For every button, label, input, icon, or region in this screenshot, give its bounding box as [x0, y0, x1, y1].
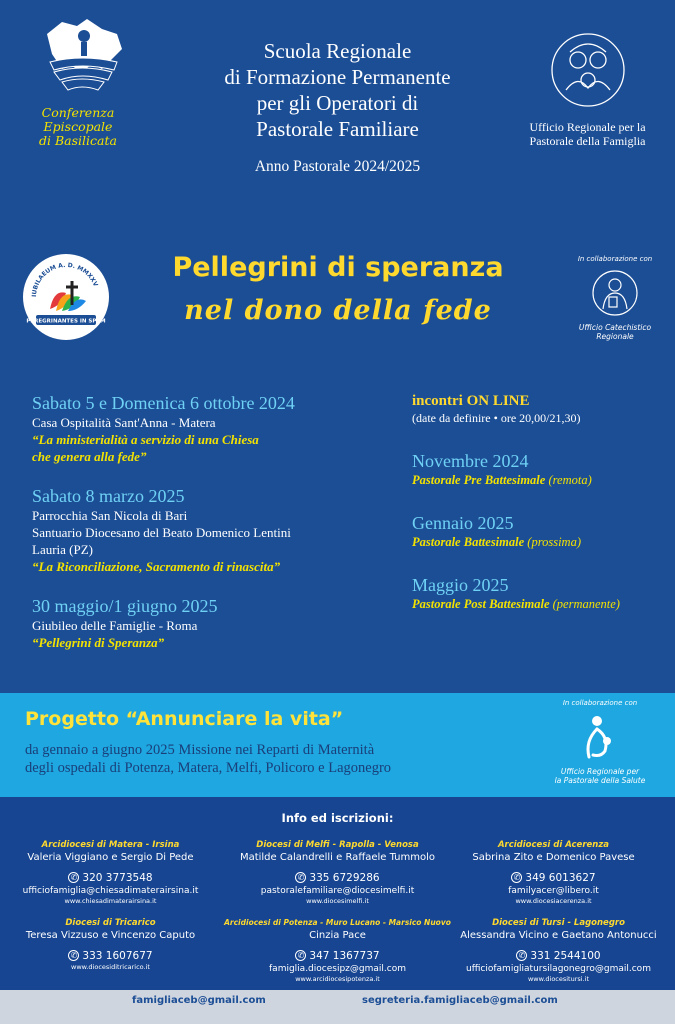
event-location: Casa Ospitalità Sant'Anna - Matera	[32, 415, 216, 430]
event-theme: “Pellegrini di Speranza”	[32, 635, 165, 650]
phone-icon: ✆	[68, 872, 79, 883]
phone-icon: ✆	[516, 950, 527, 961]
collab-name-line: la Pastorale della Salute	[554, 776, 646, 785]
diocese-phone[interactable]: 335 6729286	[309, 871, 380, 884]
caption-line: Episcopale	[43, 119, 113, 134]
christ-pantocrator-icon	[591, 269, 639, 317]
diocese-email[interactable]: ufficiofamigliatursilagonegro@gmail.com	[466, 963, 651, 974]
collab-name-line: Ufficio Regionale per	[560, 767, 640, 776]
phone-icon: ✆	[295, 950, 306, 961]
online-month-item	[412, 574, 667, 612]
collab-name-line: Ufficio Catechistico	[578, 323, 652, 332]
jubilee-ring-text: IUBILAEUM A. D. MMXXV	[30, 261, 99, 298]
project-band	[0, 693, 675, 797]
collab-salute-name	[530, 767, 670, 785]
caption-line: Pastorale della Famiglia	[529, 134, 646, 148]
events-list	[32, 392, 402, 671]
online-topic: Pastorale Battesimale	[412, 535, 525, 549]
footer-email[interactable]: famigliaceb@gmail.com	[132, 995, 266, 1006]
caption-line: Conferenza	[41, 105, 115, 120]
diocese-name: Diocesi di Tricarico	[65, 918, 156, 928]
project-description	[25, 741, 465, 777]
diocese-contact	[446, 839, 661, 906]
diocese-phone[interactable]: 331 2544100	[530, 949, 601, 962]
diocese-name: Diocesi di Melfi - Rapolla - Venosa	[256, 840, 419, 850]
diocese-contact	[210, 917, 465, 984]
main-title-line1: Pellegrini di speranza	[172, 252, 504, 283]
collab-catechistico-name	[560, 323, 670, 341]
conferenza-caption	[18, 106, 138, 148]
diocese-name: Arcidiocesi di Matera - Irsina	[41, 840, 180, 850]
collab-salute	[530, 699, 670, 785]
footer-email[interactable]: segreteria.famigliaceb@gmail.com	[362, 995, 558, 1006]
school-title	[170, 38, 505, 180]
diocese-contacts: Cinzia Pace	[309, 930, 366, 941]
diocese-website[interactable]: www.diocesitursi.it	[527, 974, 590, 983]
event-item	[32, 485, 402, 575]
diocese-contacts: Matilde Calandrelli e Raffaele Tummolo	[239, 852, 436, 863]
conferenza-logo	[18, 14, 138, 148]
diocese-phone[interactable]: 333 1607677	[82, 949, 153, 962]
event-theme: che genera alla fede”	[32, 449, 147, 464]
project-text-line: degli ospedali di Potenza, Matera, Melfi, Policoro e Lagonegro	[25, 760, 392, 776]
online-subheading: (date da definire • ore 20,00/21,30)	[412, 411, 581, 425]
event-item	[32, 392, 402, 465]
diocese-contact	[230, 839, 445, 906]
diocese-contact	[3, 917, 218, 972]
diocese-website[interactable]: www.chiesadimaterairsina.it	[64, 896, 157, 905]
family-drawing-icon	[548, 30, 628, 110]
caption-line: di Basilicata	[39, 133, 117, 148]
diocese-email[interactable]: famiglia.diocesipz@gmail.com	[269, 963, 406, 974]
ufficio-famiglia-logo	[515, 30, 660, 148]
event-theme: “La Riconciliazione, Sacramento di rinascita”	[32, 559, 281, 574]
online-note: (prossima)	[527, 535, 581, 549]
diocese-email[interactable]: pastoralefamiliare@diocesimelfi.it	[260, 885, 415, 896]
online-month: Gennaio 2025	[412, 513, 514, 533]
online-heading: incontri ON LINE	[412, 393, 530, 409]
diocese-contacts: Valeria Viggiano e Sergio Di Pede	[27, 852, 194, 863]
diocese-website[interactable]: www.diocesiditricarico.it	[71, 962, 150, 971]
main-title	[118, 252, 558, 326]
diocese-contacts: Alessandra Vicino e Gaetano Antonucci	[460, 930, 657, 941]
event-location: Parrocchia San Nicola di Bari	[32, 508, 188, 523]
diocese-phone[interactable]: 320 3773548	[82, 871, 153, 884]
collab-label: In collaborazione con	[562, 699, 638, 707]
title-line: per gli Operatori di	[256, 91, 419, 115]
jubilee-logo-icon	[22, 253, 110, 341]
title-line: Pastorale Familiare	[256, 117, 419, 141]
phone-icon: ✆	[295, 872, 306, 883]
online-note: (permanente)	[552, 597, 620, 611]
info-heading: Info ed iscrizioni:	[281, 811, 394, 825]
mother-child-icon	[575, 711, 625, 763]
footer-bar	[0, 990, 675, 1024]
diocese-name: Diocesi di Tursi - Lagonegro	[492, 918, 625, 928]
title-line: di Formazione Permanente	[224, 65, 451, 89]
collab-label: In collaborazione con	[577, 255, 653, 263]
ufficio-famiglia-caption	[515, 120, 660, 148]
diocese-email[interactable]: ufficiofamiglia@chiesadimaterairsina.it	[22, 885, 199, 896]
collab-name-line: Regionale	[596, 332, 634, 341]
event-location: Giubileo delle Famiglie - Roma	[32, 618, 198, 633]
diocese-contact	[3, 839, 218, 906]
online-month-item	[412, 512, 667, 550]
diocese-website[interactable]: www.arcidiocesipotenza.it	[295, 974, 380, 983]
event-location: Lauria (PZ)	[32, 542, 94, 557]
online-topic: Pastorale Post Battesimale	[412, 597, 550, 611]
basilicata-map-icon	[32, 14, 132, 94]
event-date: Sabato 5 e Domenica 6 ottobre 2024	[32, 393, 295, 413]
online-meetings	[412, 392, 667, 612]
diocese-contacts: Teresa Vizzuso e Vincenzo Caputo	[25, 930, 196, 941]
online-month-item	[412, 450, 667, 488]
diocese-contacts: Sabrina Zito e Domenico Pavese	[472, 852, 635, 863]
diocese-phone[interactable]: 349 6013627	[525, 871, 596, 884]
online-month: Novembre 2024	[412, 451, 529, 471]
main-title-line2: nel dono della fede	[184, 295, 492, 326]
header	[0, 0, 675, 375]
phone-icon: ✆	[68, 950, 79, 961]
title-line: Scuola Regionale	[263, 39, 412, 63]
event-date: 30 maggio/1 giugno 2025	[32, 596, 218, 616]
diocese-phone[interactable]: 347 1367737	[309, 949, 380, 962]
diocese-name: Arcidiocesi di Potenza - Muro Lucano - Marsico Nuovo	[224, 918, 451, 927]
online-topic: Pastorale Pre Battesimale	[412, 473, 546, 487]
diocese-website[interactable]: www.diocesiacerenza.it	[515, 896, 592, 905]
online-note: (remota)	[548, 473, 592, 487]
event-item	[32, 595, 402, 651]
project-text-line: da gennaio a giugno 2025 Missione nei Reparti di Maternità	[25, 742, 375, 758]
online-month: Maggio 2025	[412, 575, 509, 595]
event-location: Santuario Diocesano del Beato Domenico Lentini	[32, 525, 291, 540]
event-date: Sabato 8 marzo 2025	[32, 486, 185, 506]
caption-line: Ufficio Regionale per la	[529, 120, 646, 134]
diocese-email[interactable]: familyacer@libero.it	[508, 885, 599, 896]
diocese-contact	[446, 917, 671, 984]
phone-icon: ✆	[511, 872, 522, 883]
diocese-website[interactable]: www.diocesimelfi.it	[306, 896, 369, 905]
event-theme: “La ministerialità a servizio di una Chiesa	[32, 432, 259, 447]
diocese-name: Arcidiocesi di Acerenza	[497, 840, 610, 850]
anno-pastorale: Anno Pastorale 2024/2025	[254, 158, 421, 175]
collab-catechistico	[560, 255, 670, 341]
jubilee-ribbon-text: PEREGRINANTES IN SPEM	[26, 318, 106, 325]
project-title: Progetto “Annunciare la vita”	[25, 708, 344, 730]
